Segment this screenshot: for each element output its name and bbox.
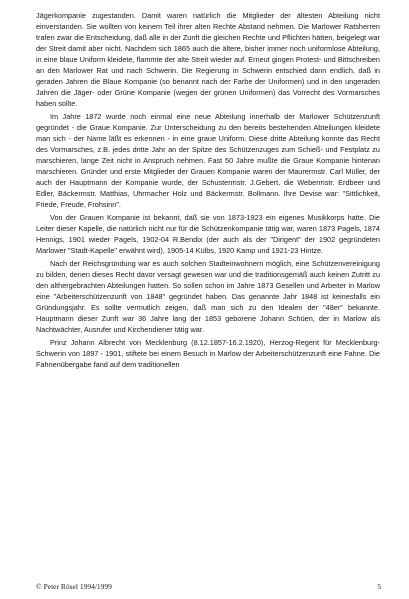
copyright-notice: © Peter Rösel 1994/1999 (36, 582, 112, 591)
paragraph-1: Jägerkompanie zugestanden. Damit waren natürlich die Mitglieder der ältesten Abteilung nicht einverstanden. Sie wollten von keinem Teil ihrer alten Rechte Abstand nehmen. Die Marlower Ratsherren trafen zwar die Entscheidung, daß alle in der Zunft die gleichen Rechte und Pflichten hätten, beigelegt war der Streit damit aber nicht. Nachdem sich 1865 auch die ältere, bisher immer noch uniformlose Abteilung, in eine blaue Uniform kleidete, flammte der alte Streit wieder auf. Erneut gingen Protest- und Bittschreiben an den Marlower Rat und nach Schwerin. Die Regierung in Schwerin entschied dann endlich, daß in geraden Jahren die Blaue Kompanie (so benannt nach der Farbe der Uniformen) und in den ungeraden Jahren die Jäger- oder Grüne Kompanie (wegen der grünen Uniformen) das Vorrecht des Vormarsches haben sollte. (36, 11, 380, 108)
paragraph-3: Von der Grauen Kompanie ist bekannt, daß sie von 1873-1923 ein eigenes Musikkorps hatte. Die Leiter dieser Kapelle, die natürlich nicht nur für die Schützenkompanie tätig war, waren 1873 Pagels, 1874 Hennigs, 1901 wieder Pagels, 1902-04 R.Bendix (der auch als der "Dirigent" der 1902 gegründeten Marlower "Stadt-Kapelle" erwähnt wird), 1905-14 Külbs, 1920 Kamp und 1921-23 Hintze. (36, 213, 380, 255)
page-number: 5 (377, 582, 381, 591)
page-footer (36, 582, 381, 591)
paragraph-2: Im Jahre 1872 wurde noch einmal eine neue Abteilung innerhalb der Marlower Schützenzunft gegründet - die Graue Kompanie. Zur Unterscheidung zu den bereits bestehenden Abteilungen kleidete man sich - der Name läßt es erkennen - in eine graue Uniform. Diese dritte Abteilung konnte das Recht des Vormarsches, z.B. jedes dritte Jahr an der Spitze des Schützenzuges zum Schieß- und Festplatz zu marschieren, lange Zeit nicht in Anspruch nehmen. Fast 50 Jahre mußte die Graue Kompanie hintenan marschieren. Gründer und erste Mitglieder der Grauen Kompanie waren der Maurermstr. Carl Müller, der auch der Hauptmann der Kompanie wurde, der Schustermstr. J.Gebert, die Webermstr. Erdbeer und Edler, Bäckermstr. Matthias, Uhrmacher Holz und Bäckermstr. Bollmann. Ihre Devise war: "Sittlichkeit, Friede, Freude, Frohsinn". (36, 112, 380, 209)
paragraph-4: Nach der Reichsgründung war es auch solchen Stadteinwohnern möglich, eine Schützenvereinigung zu bilden, denen dieses Recht davor versagt gewesen war und die traditionsgemäß auch keinen Zutritt zu den althergebrachten Abteilungen hatten. So sollen schon im Jahre 1873 Gesellen und Arbeiter in Marlow eine "Arbeiterschützenzunft von 1848" gegründet haben. Das genannte Jahr 1848 ist keinesfalls ein Gründungsjahr. Es sollte vermutlich zeigen, daß man sich zu den Idealen der "48er" bekannte. Hauptmann dieser Zunft war 36 Jahre lang der 1853 geborene Johann Schüen, der in Marlow als Nachtwächter, Ausrufer und Kirchendiener tätig war. (36, 259, 380, 334)
paragraph-5: Prinz Johann Albrecht von Mecklenburg (8.12.1857-16.2.1920), Herzog-Regent für Mecklenburg-Schwerin von 1897 - 1901, stiftete bei einem Besuch in Marlow der Arbeiterschützenzunft eine Fahne. Die Fahnenübergabe fand auf dem traditionellen (36, 338, 380, 369)
body-text (36, 10, 380, 372)
